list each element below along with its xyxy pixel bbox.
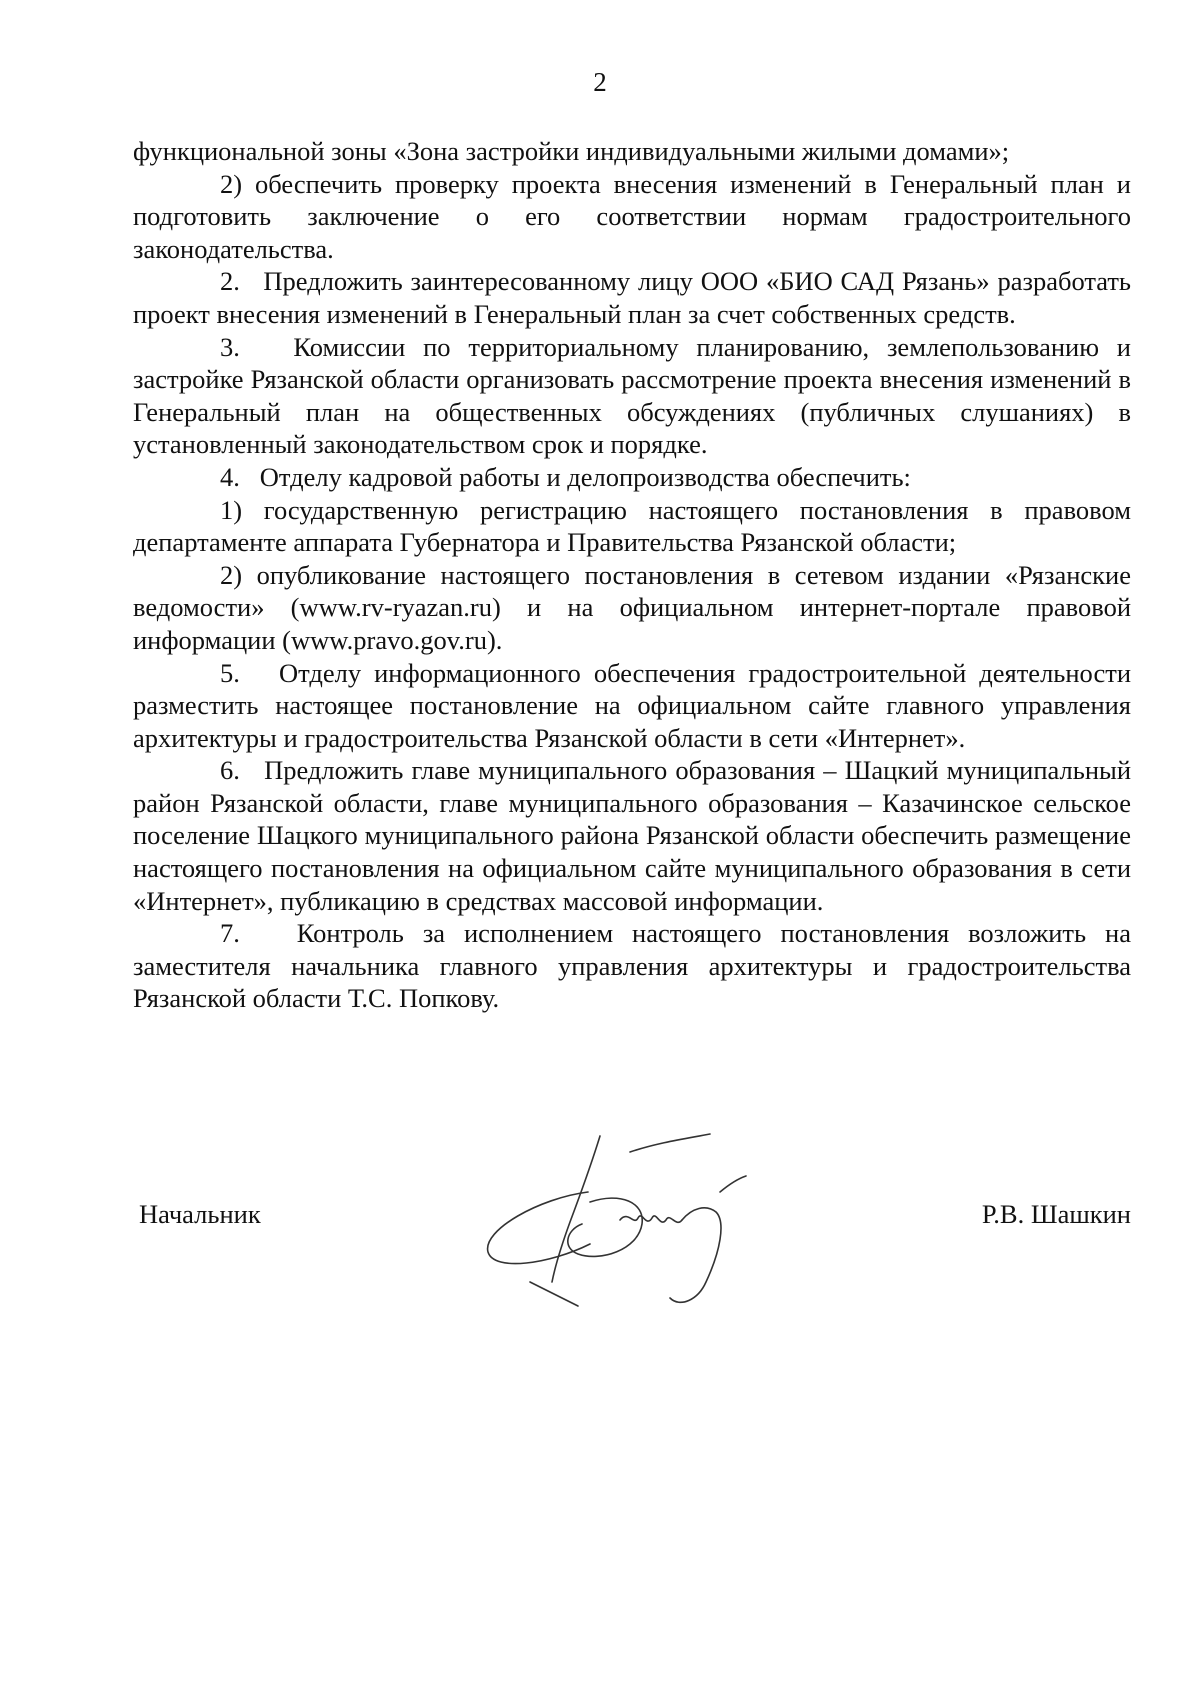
signature-block bbox=[133, 1198, 1131, 1238]
paragraph-item-5: 5. Отделу информационного обеспечения градостроительной деятельности разместить настоящее постановление на официальном сайте главного управления архитектуры и градостроительства Рязанской области в сети «Интернет». bbox=[133, 657, 1131, 753]
signatory-name: Р.В. Шашкин bbox=[981, 1199, 1131, 1229]
paragraph-item-6: 6. Предложить главе муниципального образования – Шацкий муниципальный район Рязанской области, главе муниципального образования – Казачинское сельское поселение Шацкого муниципального района Рязанской области обеспечить размещение настоящего постановления на официальном сайте муниципального образования в сети «Интернет», публикацию в средствах массовой информации. bbox=[133, 755, 1131, 916]
paragraph-item-4: 4. Отделу кадровой работы и делопроизводства обеспечить: bbox=[220, 461, 911, 492]
paragraph-item-4-sub-2: 2) опубликование настоящего постановления в сетевом издании «Рязанские ведомости» (www.rv-ryazan.ru) и на официальном интернет-портале правовой информации (www.pravo.gov.ru). bbox=[133, 559, 1131, 655]
paragraph-continuation: функциональной зоны «Зона застройки индивидуальными жилыми домами»; bbox=[133, 136, 1010, 166]
paragraph-item-7: 7. Контроль за исполнением настоящего постановления возложить на заместителя начальника главного управления архитектуры и градостроительства Рязанской области Т.С. Попкову. bbox=[133, 918, 1131, 1014]
page-number: 2 bbox=[593, 67, 607, 97]
signatory-position: Начальник bbox=[139, 1199, 261, 1229]
paragraph-item-3: 3. Комиссии по территориальному планированию, землепользованию и застройке Рязанской области организовать рассмотрение проекта внесения изменений в Генеральный план на общественных обсуждениях (публичных слушаниях) в установленный законодательством срок и порядке. bbox=[133, 331, 1131, 460]
document-body bbox=[133, 135, 1131, 1015]
paragraph-item-2: 2. Предложить заинтересованному лицу ООО «БИО САД Рязань» разработать проект внесения изменений в Генеральный план за счет собственных средств. bbox=[133, 266, 1131, 329]
paragraph-subitem-2: 2) обеспечить проверку проекта внесения изменений в Генеральный план и подготовить заключение о его соответствии нормам градостроительного законодательства. bbox=[133, 168, 1131, 264]
paragraph-item-4-sub-1: 1) государственную регистрацию настоящего постановления в правовом департаменте аппарата Губернатора и Правительства Рязанской области; bbox=[133, 494, 1131, 558]
